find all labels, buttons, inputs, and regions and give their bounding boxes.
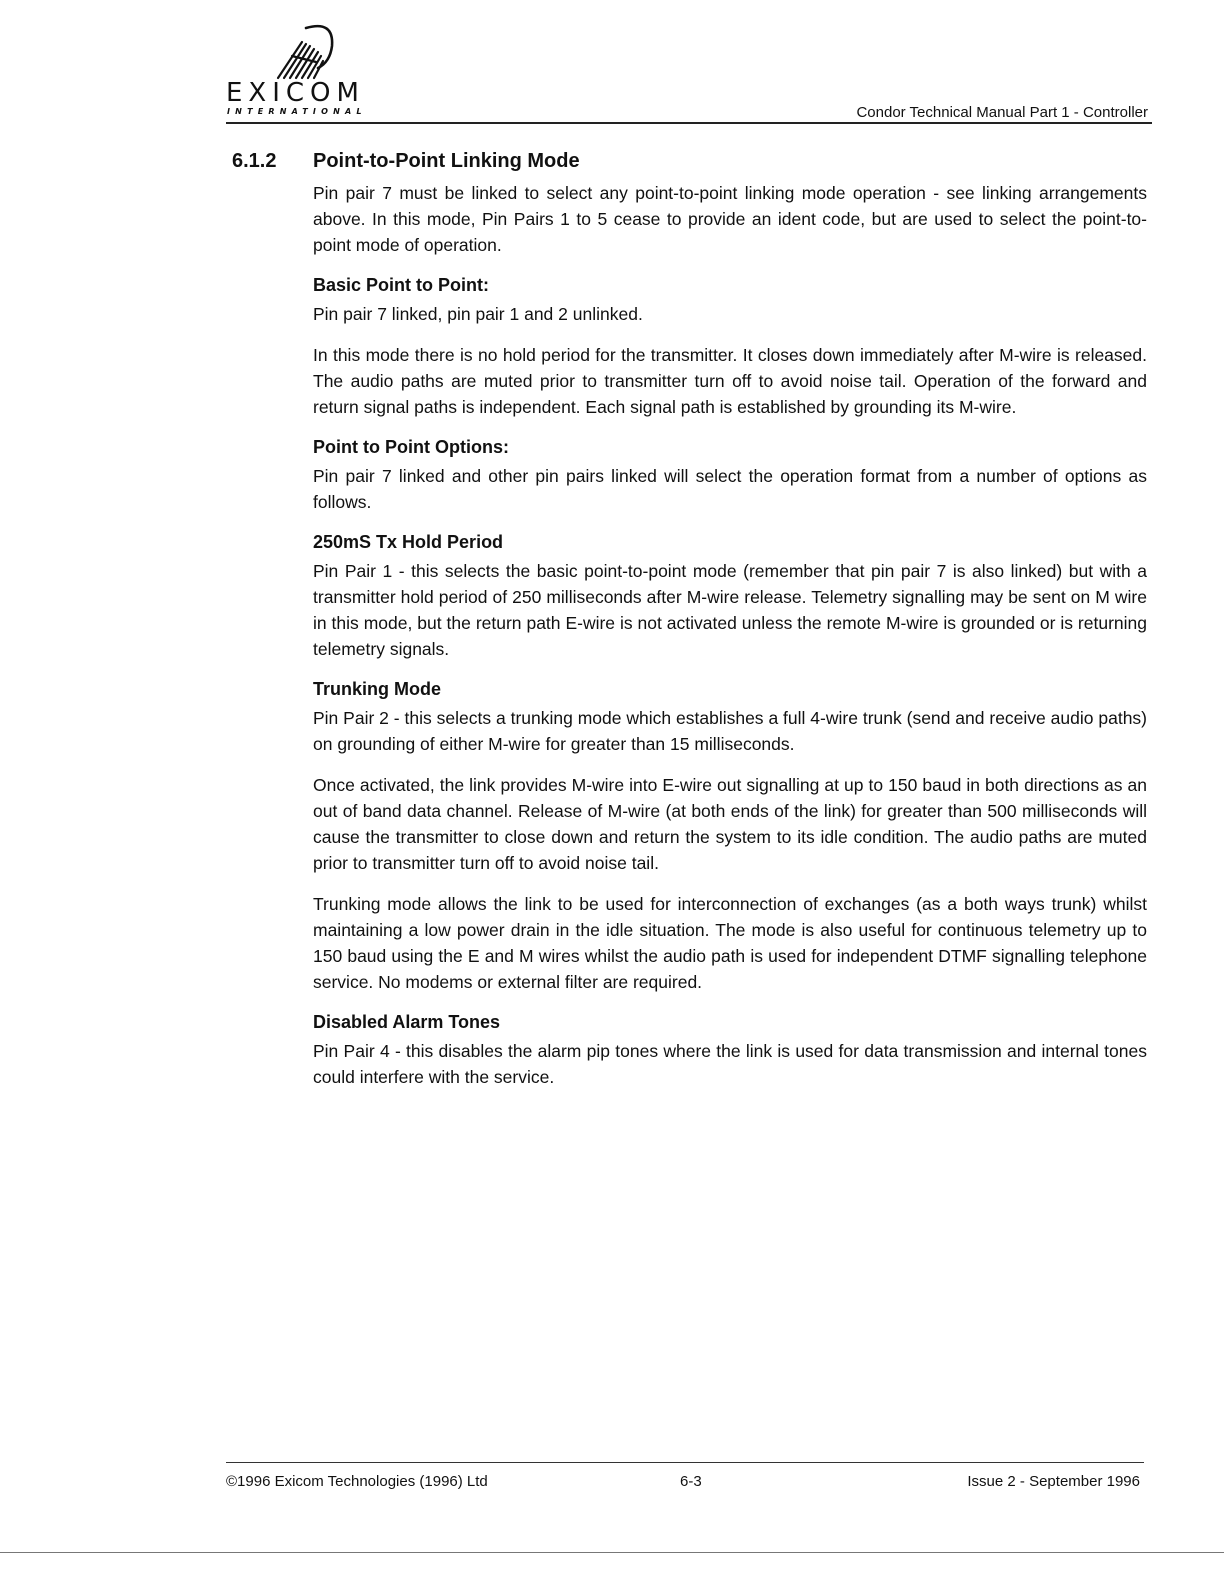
alarm-tones-paragraph: Pin Pair 4 - this disables the alarm pip tones where the link is used for data transmission and internal tones could interfere with the service. xyxy=(313,1041,1147,1087)
exicom-logo xyxy=(226,22,396,124)
basic-point-paragraph: In this mode there is no hold period for the transmitter. It closes down immediately after M-wire is released. The audio paths are muted prior to transmitter turn off to avoid noise tail. Operation of the forward and return signal paths is independent. Each signal path is established by grounding its M-wire. xyxy=(313,345,1147,417)
footer-divider xyxy=(226,1462,1144,1463)
footer-issue: Issue 2 - September 1996 xyxy=(967,1473,1140,1490)
hold-period-heading: 250mS Tx Hold Period xyxy=(313,532,504,552)
footer-copyright: ©1996 Exicom Technologies (1996) Ltd xyxy=(226,1473,488,1490)
hold-period-paragraph: Pin Pair 1 - this selects the basic point-to-point mode (remember that pin pair 7 is also linked) but with a transmitter hold period of 250 milliseconds after M-wire release. Telemetry signalling may be sent on M wire in this mode, but the return path E-wire is not activated unless the remote M-wire is grounded or is returning telemetry signals. xyxy=(313,561,1147,659)
satellite-dish-logo-icon xyxy=(272,22,342,82)
trunking-paragraph: Pin Pair 2 - this selects a trunking mode which establishes a full 4-wire trunk (send and receive audio paths) on grounding of either M-wire for greater than 15 milliseconds. xyxy=(313,708,1147,754)
section-body xyxy=(313,180,1147,1090)
logo-subtitle: INTERNATIONAL xyxy=(227,107,367,116)
footer-page-number: 6-3 xyxy=(680,1473,702,1490)
intro-paragraph: Pin pair 7 must be linked to select any point-to-point linking mode operation - see linking arrangements above. In this mode, Pin Pairs 1 to 5 cease to provide an ident code, but are used to select the point-to-point mode of operation. xyxy=(313,183,1147,255)
page-bottom-rule xyxy=(0,1552,1224,1553)
options-paragraph: Pin pair 7 linked and other pin pairs linked will select the operation format from a number of options as follows. xyxy=(313,466,1147,512)
section-title: Point-to-Point Linking Mode xyxy=(313,150,580,172)
trunking-paragraph: Trunking mode allows the link to be used for interconnection of exchanges (as a both ways trunk) whilst maintaining a low power drain in the idle situation. The mode is also useful for continuous telemetry up to 150 baud using the E and M wires whilst the audio path is used for independent DTMF signalling telephone service. No modems or external filter are required. xyxy=(313,894,1147,992)
page-footer xyxy=(226,1462,1144,1502)
section-number: 6.1.2 xyxy=(232,150,277,172)
basic-point-heading: Basic Point to Point: xyxy=(313,275,490,295)
page-content xyxy=(232,148,1150,1105)
logo-wordmark: EXICOM xyxy=(226,78,365,108)
trunking-paragraph: Once activated, the link provides M-wire into E-wire out signalling at up to 150 baud in both directions as an out of band data channel. Release of M-wire (at both ends of the link) for greater than 500 milliseconds will cause the transmitter to close down and return the system to its idle condition. The audio paths are muted prior to transmitter turn off to avoid noise tail. xyxy=(313,775,1147,873)
basic-point-paragraph: Pin pair 7 linked, pin pair 1 and 2 unlinked. xyxy=(313,304,643,324)
section-heading xyxy=(232,148,1150,174)
header-divider xyxy=(226,122,1152,124)
alarm-tones-heading: Disabled Alarm Tones xyxy=(313,1012,501,1032)
options-heading: Point to Point Options: xyxy=(313,437,509,457)
trunking-heading: Trunking Mode xyxy=(313,679,441,699)
document-title: Condor Technical Manual Part 1 - Controller xyxy=(856,104,1148,121)
page-header xyxy=(226,22,1152,124)
footer-row xyxy=(226,1473,1144,1497)
